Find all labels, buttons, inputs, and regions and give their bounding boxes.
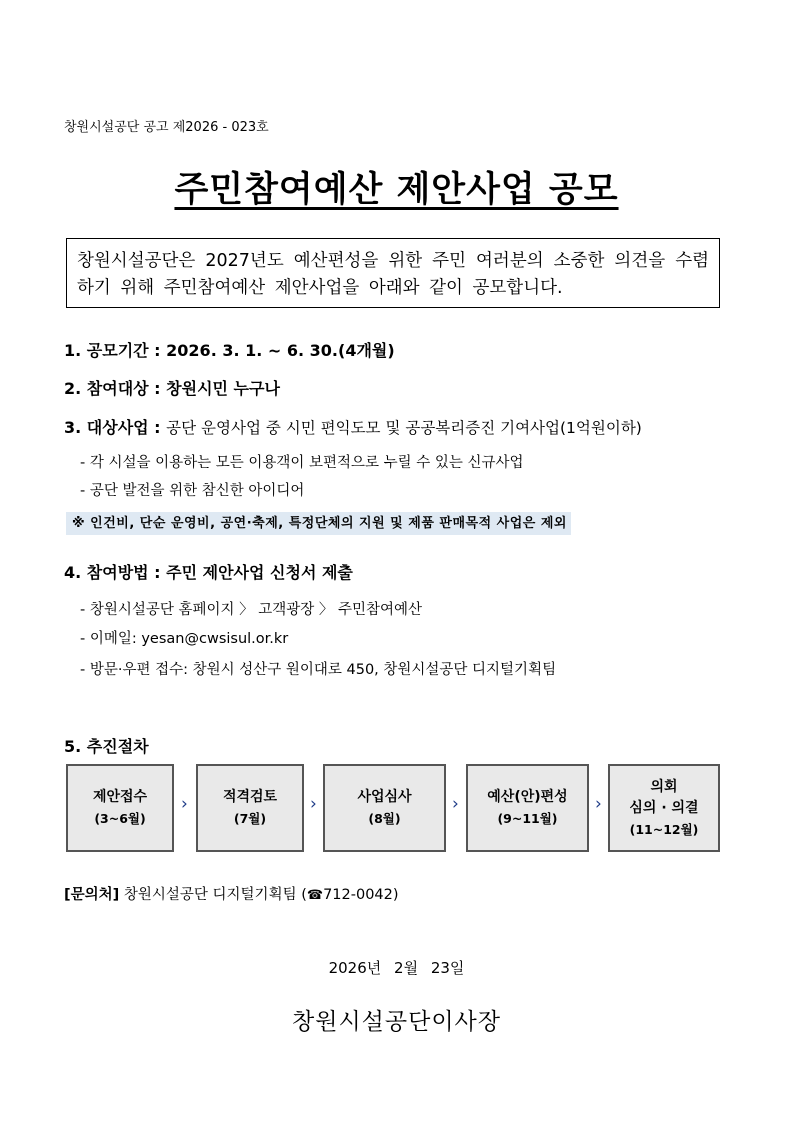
exclusion-note: ※ 인건비, 단순 운영비, 공연·축제, 특정단체의 지원 및 제품 판매목적 사업은 제외	[66, 512, 571, 535]
step-name-2: 심의 · 의결	[629, 799, 699, 816]
step-period: (3~6월)	[94, 811, 146, 826]
step-name: 의회	[650, 778, 678, 795]
procedure-step	[466, 764, 589, 852]
section-target-label: 2. 참여대상 :	[64, 379, 161, 398]
chevron-right-icon: ›	[452, 794, 459, 814]
procedure-step	[323, 764, 446, 852]
procedure-step	[196, 764, 304, 852]
notice-date: 2026년 2월 23일	[328, 959, 465, 977]
section-project-label: 3. 대상사업 :	[64, 418, 161, 437]
section-period	[64, 338, 395, 361]
document-title: 주민참여예산 제안사업 공모	[174, 170, 619, 210]
chevron-right-icon: ›	[181, 794, 188, 814]
section-method-value: 주민 제안사업 신청서 제출	[166, 563, 353, 582]
section-method-label: 4. 참여방법 :	[64, 563, 161, 582]
phone-icon: ☎	[306, 888, 324, 903]
method-item-email: - 이메일: yesan@cwsisul.or.kr	[80, 631, 289, 647]
section-project	[64, 415, 642, 438]
contact-label: [문의처]	[64, 887, 120, 903]
step-period: (11~12월)	[629, 821, 699, 837]
section-project-value: 공단 운영사업 중 시민 편익도모 및 공공복리증진 기여사업(1억원이하)	[166, 419, 642, 437]
section-target-value: 창원시민 누구나	[166, 379, 280, 398]
notice-number: 창원시설공단 공고 제2026 - 023호	[64, 120, 269, 135]
contact-text: 창원시설공단 디지털기획팀 (	[123, 887, 307, 903]
step-name: 사업심사	[357, 789, 412, 805]
step-period: (8월)	[368, 811, 401, 826]
step-name: 적격검토	[222, 789, 278, 805]
project-item: - 각 시설을 이용하는 모든 이용객이 보편적으로 누릴 수 있는 신규사업	[80, 455, 524, 471]
step-period: (9~11월)	[497, 811, 558, 826]
section-target	[64, 376, 280, 399]
intro-box: 창원시설공단은 2027년도 예산편성을 위한 주민 여러분의 소중한 의견을 수렴하기 위해 주민참여예산 제안사업을 아래와 같이 공모합니다.	[66, 238, 720, 308]
step-name: 제안접수	[92, 789, 148, 805]
signer: 창원시설공단이사장	[292, 1009, 501, 1035]
section-method	[64, 560, 353, 583]
method-item-homepage: - 창원시설공단 홈페이지 〉 고객광장 〉 주민참여예산	[80, 602, 423, 618]
chevron-right-icon: ›	[310, 794, 317, 814]
step-name: 예산(안)편성	[487, 789, 568, 805]
method-item-visit: - 방문·우편 접수: 창원시 성산구 원이대로 450, 창원시설공단 디지털기획팀	[80, 662, 557, 678]
procedure-step	[66, 764, 174, 852]
project-item: - 공단 발전을 위한 참신한 아이디어	[80, 483, 305, 499]
section-period-value: 2026. 3. 1. ~ 6. 30.(4개월)	[166, 341, 395, 360]
step-period: (7월)	[233, 811, 267, 826]
chevron-right-icon: ›	[595, 794, 602, 814]
section-procedure-label: 5. 추진절차	[64, 737, 149, 756]
contact-info	[64, 883, 399, 904]
procedure-step	[608, 764, 720, 852]
section-period-label: 1. 공모기간 :	[64, 341, 161, 360]
contact-phone: 712-0042)	[323, 887, 399, 903]
